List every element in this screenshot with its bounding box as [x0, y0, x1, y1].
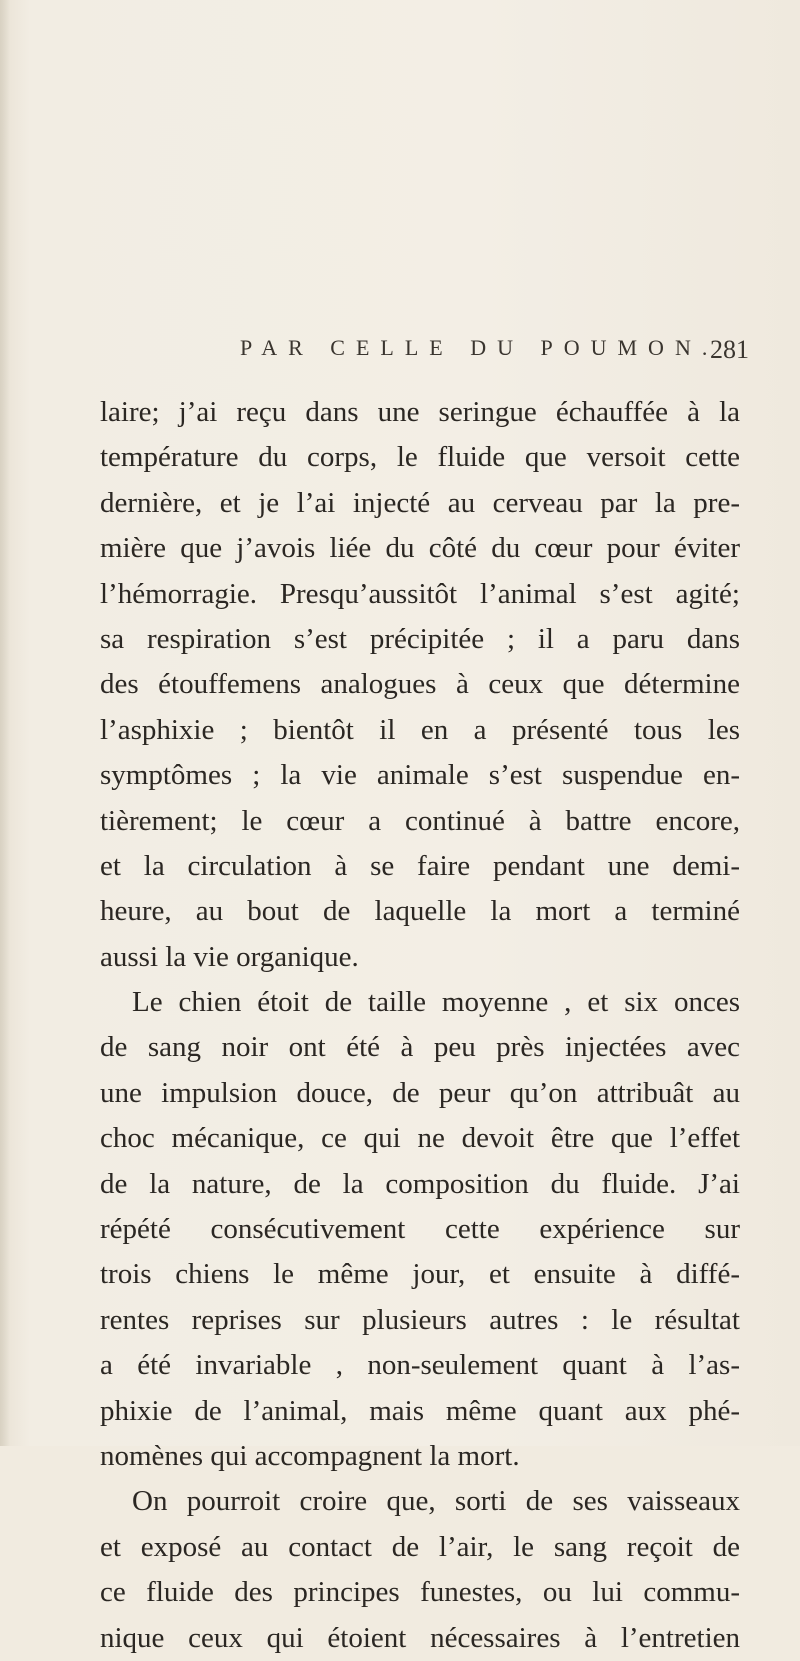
page-number: 281: [710, 335, 749, 364]
text-line: symptômes ; la vie animale s’est suspendue en-: [100, 759, 740, 792]
text-line: mière que j’avois liée du côté du cœur pour éviter: [100, 532, 740, 565]
text-line: de la nature, de la composition du fluide. J’ai: [100, 1167, 740, 1200]
running-head: PAR CELLE DU POUMON.: [240, 335, 719, 360]
text-line: des étouffemens analogues à ceux que détermine: [100, 668, 740, 701]
text-line: l’hémorragie. Presqu’aussitôt l’animal s’est agité;: [100, 577, 740, 610]
body-text: [100, 390, 740, 1661]
text-line: de sang noir ont été à peu près injectées avec: [100, 1031, 740, 1064]
text-line: température du corps, le fluide que versoit cette: [100, 441, 740, 474]
text-line: laire; j’ai reçu dans une seringue échauffée à la: [100, 396, 740, 428]
text-line: et la circulation à se faire pendant une demi-: [100, 849, 740, 882]
text-line: a été invariable , non-seulement quant à l’as-: [100, 1349, 740, 1382]
text-line: sa respiration s’est précipitée ; il a paru dans: [100, 622, 740, 655]
paragraph-end-line: aussi la vie organique.: [100, 940, 359, 973]
text-line: choc mécanique, ce qui ne devoit être que l’effet: [100, 1122, 740, 1155]
page-header: [0, 335, 800, 375]
paragraph-start-line: Le chien étoit de taille moyenne , et six onces: [132, 986, 740, 1019]
text-line: nique ceux qui étoient nécessaires à l’entretien: [100, 1621, 740, 1654]
text-line: répété consécutivement cette expérience sur: [100, 1213, 740, 1246]
text-line: ce fluide des principes funestes, ou lui commu-: [100, 1576, 740, 1609]
text-line: trois chiens le même jour, et ensuite à diffé-: [100, 1258, 740, 1291]
paragraph-end-line: nomènes qui accompagnent la mort.: [100, 1439, 520, 1472]
text-line: l’asphixie ; bientôt il en a présenté tous les: [100, 713, 740, 746]
text-line: heure, au bout de laquelle la mort a terminé: [100, 895, 740, 928]
text-line: dernière, et je l’ai injecté au cerveau par la pre-: [100, 486, 740, 519]
text-line: une impulsion douce, de peur qu’on attribuât au: [100, 1076, 740, 1109]
text-line: phixie de l’animal, mais même quant aux phé-: [100, 1394, 740, 1427]
paragraph-start-line: On pourroit croire que, sorti de ses vaisseaux: [132, 1485, 740, 1518]
text-line: rentes reprises sur plusieurs autres : le résultat: [100, 1303, 740, 1336]
text-line: tièrement; le cœur a continué à battre encore,: [100, 804, 740, 837]
text-line: et exposé au contact de l’air, le sang reçoit de: [100, 1530, 740, 1563]
page-binding-edge: [0, 0, 10, 1446]
